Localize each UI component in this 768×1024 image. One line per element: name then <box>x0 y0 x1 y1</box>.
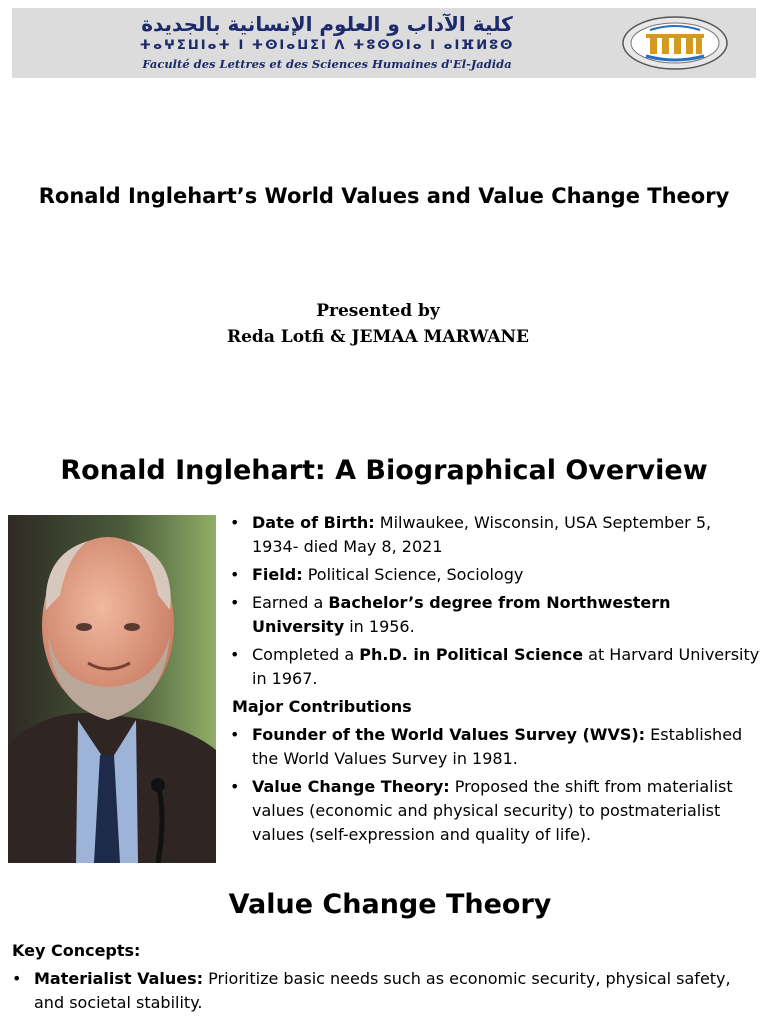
university-logo-icon <box>620 14 730 72</box>
key-concepts-section <box>12 939 762 1015</box>
value-change-heading: Value Change Theory <box>228 889 552 920</box>
biography-list <box>226 511 762 851</box>
major-contributions-heading: Major Contributions <box>232 697 412 716</box>
presented-by-label: Presented by <box>316 301 440 321</box>
key-concepts-heading: Key Concepts: <box>12 941 141 960</box>
faculty-banner <box>12 8 756 78</box>
banner-tifinagh-text: ⵜⴰⵖⵉⵡⵏⴰⵜ ⵏ ⵜⵙⵏⴰⵡⵉⵏ ⴷ ⵜⵓⵙⵙⵏⴰ ⵏ ⴰⵏⴼⵍⵓⵙ <box>139 38 515 53</box>
banner-arabic-text: كلية الآداب و العلوم الإنسانية بالجديدة <box>141 12 513 36</box>
inglehart-portrait <box>8 515 216 863</box>
bio-item-field: • Field: Political Science, Sociology <box>226 563 762 587</box>
presenters-block <box>0 298 756 350</box>
contribution-value-change: • Value Change Theory: Proposed the shift from materialist values (economic and physical security) to postmaterialist values (self-expression and quality of life). <box>226 775 762 847</box>
biography-heading: Ronald Inglehart: A Biographical Overview <box>60 455 708 486</box>
bio-item-birth: • Date of Birth: Milwaukee, Wisconsin, USA September 5, 1934- died May 8, 2021 <box>226 511 762 559</box>
banner-french-text: Faculté des Lettres et des Sciences Humaines d'El-Jadida <box>142 57 512 71</box>
concept-materialist: • Materialist Values: Prioritize basic needs such as economic security, physical safety, and societal stability. <box>12 967 762 1015</box>
contribution-wvs: • Founder of the World Values Survey (WVS): Established the World Values Survey in 1981. <box>226 723 762 771</box>
portrait-illustration <box>8 515 216 863</box>
presentation-title: Ronald Inglehart’s World Values and Value Change Theory <box>38 184 730 208</box>
presenter-names: Reda Lotfi & JEMAA MARWANE <box>226 327 530 347</box>
bio-item-phd: • Completed a Ph.D. in Political Science at Harvard University in 1967. <box>226 643 762 691</box>
bio-item-bachelor: • Earned a Bachelor’s degree from Northwestern University in 1956. <box>226 591 762 639</box>
